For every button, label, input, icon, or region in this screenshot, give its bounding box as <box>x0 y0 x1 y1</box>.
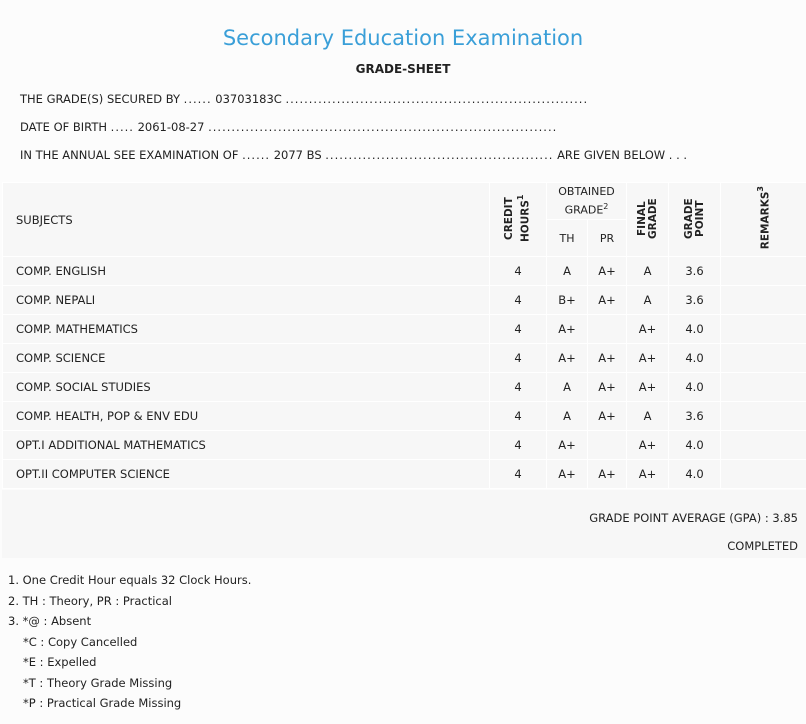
exam-label: IN THE ANNUAL SEE EXAMINATION OF <box>20 148 239 162</box>
credit-cell: 4 <box>490 373 547 402</box>
credit-cell: 4 <box>490 257 547 286</box>
pr-grade-cell <box>588 315 627 344</box>
gpa-value: 3.85 <box>772 511 798 525</box>
credit-cell: 4 <box>490 344 547 373</box>
grade-table <box>2 182 806 489</box>
th-grade-cell: A <box>547 373 588 402</box>
dob-line <box>20 120 557 134</box>
table-row <box>3 373 806 402</box>
grade-point-cell: 4.0 <box>669 344 721 373</box>
pr-grade-cell: A+ <box>588 460 627 489</box>
grade-point-cell: 4.0 <box>669 315 721 344</box>
th-grade-cell: B+ <box>547 286 588 315</box>
pr-grade-cell: A+ <box>588 373 627 402</box>
credit-cell: 4 <box>490 315 547 344</box>
grade-point-cell: 4.0 <box>669 431 721 460</box>
credit-cell: 4 <box>490 286 547 315</box>
grade-point-header: GRADE POINT <box>669 183 721 257</box>
grade-point-cell: 4.0 <box>669 460 721 489</box>
table-row <box>3 344 806 373</box>
footnote-3-practical-missing: *P : Practical Grade Missing <box>23 696 182 710</box>
grade-point-cell: 3.6 <box>669 257 721 286</box>
subjects-header: SUBJECTS <box>3 183 490 257</box>
credit-cell: 4 <box>490 460 547 489</box>
table-row <box>3 315 806 344</box>
table-row <box>3 402 806 431</box>
exam-value: 2077 BS <box>273 148 322 162</box>
th-grade-cell: A+ <box>547 344 588 373</box>
table-row <box>3 257 806 286</box>
credit-cell: 4 <box>490 431 547 460</box>
footnote-3-theory-missing: *T : Theory Grade Missing <box>23 675 173 690</box>
subject-cell: OPT.II COMPUTER SCIENCE <box>3 460 490 489</box>
final-grade-cell: A <box>627 286 669 315</box>
final-grade-cell: A+ <box>627 344 669 373</box>
pr-grade-cell: A+ <box>588 344 627 373</box>
subject-cell: COMP. MATHEMATICS <box>3 315 490 344</box>
footnote-3-copy-cancelled: *C : Copy Cancelled <box>23 634 138 649</box>
table-row <box>3 431 806 460</box>
pr-grade-cell: A+ <box>588 286 627 315</box>
dob-label: DATE OF BIRTH <box>20 120 108 134</box>
secured-by-prefix-dots: ...... <box>183 92 212 106</box>
remarks-cell <box>721 431 806 460</box>
pr-grade-cell: A+ <box>588 257 627 286</box>
dob-value: 2061-08-27 <box>137 120 205 134</box>
final-grade-cell: A+ <box>627 431 669 460</box>
remarks-cell <box>721 286 806 315</box>
page-title: Secondary Education Examination <box>222 26 584 50</box>
grade-point-cell: 3.6 <box>669 286 721 315</box>
secured-by-label: THE GRADE(S) SECURED BY <box>20 92 181 106</box>
obtained-grade-header: OBTAINED GRADE$^2$ <box>547 183 627 220</box>
final-grade-cell: A <box>627 402 669 431</box>
final-grade-cell: A+ <box>627 460 669 489</box>
footnotes <box>8 570 251 714</box>
exam-tail: ARE GIVEN BELOW . . . <box>557 148 688 162</box>
footnote-2: 2. TH : Theory, PR : Practical <box>8 593 172 608</box>
symbol-number: 03703183C <box>215 92 282 106</box>
subject-cell: COMP. HEALTH, POP & ENV EDU <box>3 402 490 431</box>
footnote-3-expelled: *E : Expelled <box>23 655 97 669</box>
pr-grade-cell: A+ <box>588 402 627 431</box>
remarks-header: REMARKS$^3$ <box>721 183 806 257</box>
remarks-cell <box>721 257 806 286</box>
subject-cell: COMP. NEPALI <box>3 286 490 315</box>
remarks-cell <box>721 460 806 489</box>
grade-point-cell: 3.6 <box>669 402 721 431</box>
remarks-cell <box>721 373 806 402</box>
subject-cell: COMP. SCIENCE <box>3 344 490 373</box>
th-grade-cell: A <box>547 257 588 286</box>
subject-cell: OPT.I ADDITIONAL MATHEMATICS <box>3 431 490 460</box>
final-grade-cell: A+ <box>627 315 669 344</box>
pr-grade-cell <box>588 431 627 460</box>
remarks-cell <box>721 315 806 344</box>
remarks-cell <box>721 402 806 431</box>
th-grade-cell: A+ <box>547 315 588 344</box>
dob-suffix-dots: ........................................................................... <box>208 120 558 134</box>
pr-subheader: PR <box>588 220 627 257</box>
subject-cell: COMP. SOCIAL STUDIES <box>3 373 490 402</box>
gpa-line <box>589 511 798 525</box>
footnote-1: 1. One Credit Hour equals 32 Clock Hours. <box>8 573 252 587</box>
th-subheader: TH <box>547 220 588 257</box>
page-subtitle: GRADE-SHEET <box>355 62 451 76</box>
th-grade-cell: A <box>547 402 588 431</box>
table-row <box>3 460 806 489</box>
credit-hours-header: CREDIT HOURS$^1$ <box>490 183 547 257</box>
gpa-label: GRADE POINT AVERAGE (GPA) : <box>589 511 769 525</box>
exam-line <box>20 148 687 162</box>
secured-by-line <box>20 92 588 106</box>
remarks-cell <box>721 344 806 373</box>
credit-cell: 4 <box>490 402 547 431</box>
secured-by-suffix-dots: ................................................................. <box>285 92 589 106</box>
footnote-3: 3. *@ : Absent <box>8 614 92 628</box>
result-status: COMPLETED <box>727 539 798 553</box>
subject-cell: COMP. ENGLISH <box>3 257 490 286</box>
final-grade-header: FINAL GRADE <box>627 183 669 257</box>
table-row <box>3 286 806 315</box>
th-grade-cell: A+ <box>547 431 588 460</box>
exam-prefix-dots: ...... <box>242 148 271 162</box>
final-grade-cell: A+ <box>627 373 669 402</box>
grade-point-cell: 4.0 <box>669 373 721 402</box>
th-grade-cell: A+ <box>547 460 588 489</box>
final-grade-cell: A <box>627 257 669 286</box>
exam-suffix-dots: ................................................. <box>325 148 554 162</box>
dob-prefix-dots: ..... <box>110 120 134 134</box>
